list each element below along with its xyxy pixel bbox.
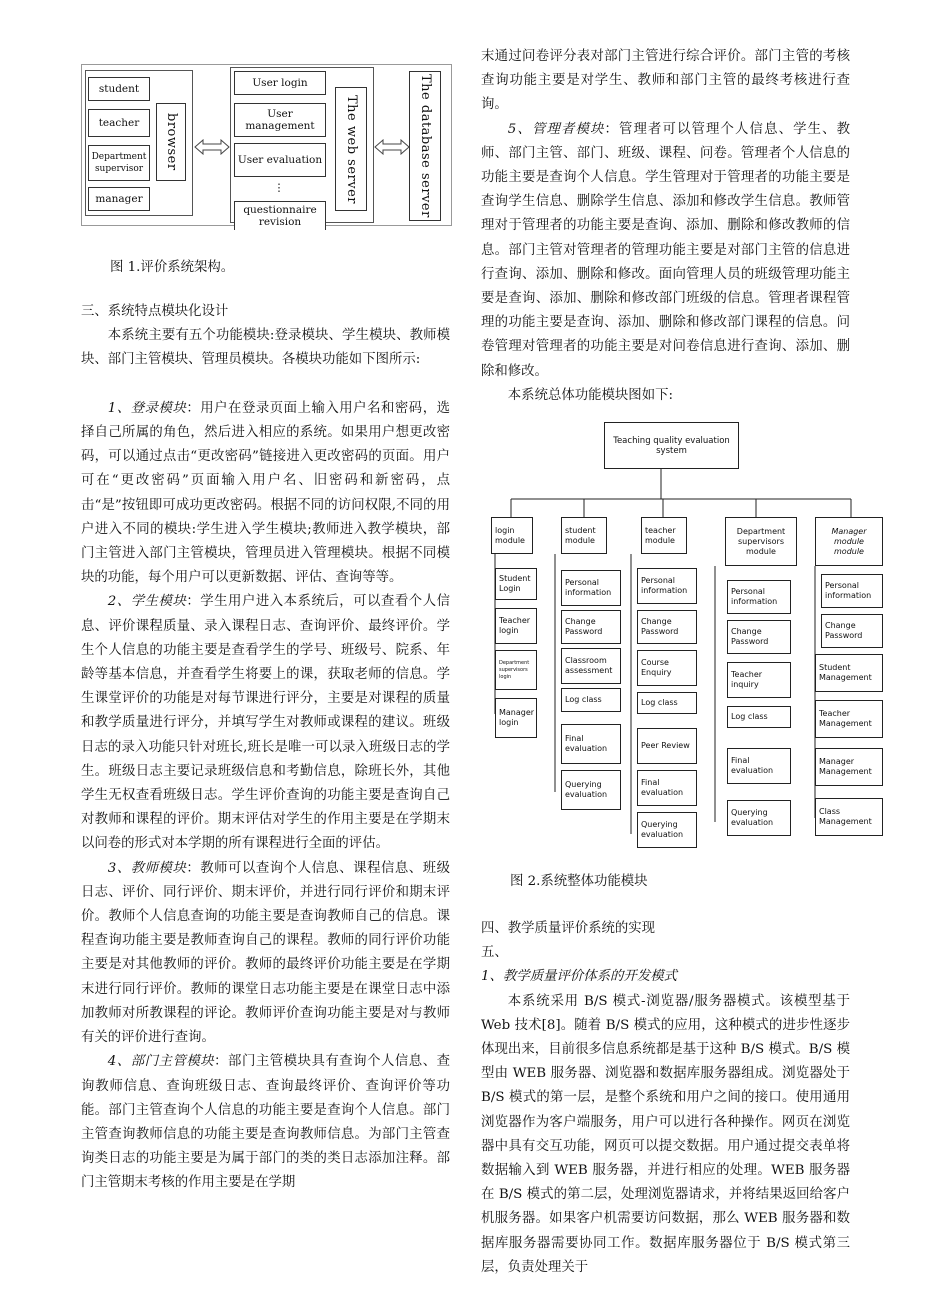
fig2-root-box: Teaching quality evaluation system (604, 422, 739, 469)
fig2-login-module: login module (491, 517, 533, 554)
fig2-teacher-item: Peer Review (637, 728, 697, 764)
fig2-student-module: student module (561, 517, 607, 554)
fig2-student-item: Querying evaluation (561, 770, 621, 810)
fig1-web-server-box: The web server (335, 87, 367, 211)
fig1-questionnaire-box: questionnaire revision (234, 201, 326, 230)
fig2-dept-module: Department supervisors module (725, 517, 797, 566)
fig1-user-management-box: User management (234, 103, 326, 137)
fig2-login-item: Teacher login (495, 608, 537, 644)
fig2-manager-item: Manager Management (815, 748, 883, 786)
manager-module-paragraph: 5、管理者模块：管理者可以管理个人信息、学生、教师、部门主管、部门、班级、课程、问卷。管理者个人信息的功能主要是查询个人信息。学生管理对于管理者的功能主要是查询学生信息、删除学生信息、添加和修改学生信息。教师管理对于管理者的功能主要是查询、添加、删除和修改教师的信息。部门主管对管理者的管理功能主要是对部门主管的信息进行查询、添加、删除和修改。面向管理人员的班级管理功能主要是查询、添加、删除和修改部门班级的信息。管理者课程管理的功能主要是查询、添加、删除和修改部门课程的信息。问卷管理对管理者的功能主要是对问卷信息进行查询、添加、删除和修改。 (481, 121, 850, 379)
dept-module-paragraph: 4、部门主管模块：部门主管模块具有查询个人信息、查询教师信息、查询班级日志、查询最终评价、查询评价等功能。部门主管查询个人信息的功能主要是查询个人信息。部门主管查询教师信息的功能主要是查询教师信息。为部门主管查询类日志的功能主要是为属于部门的类的类日志添加注释。部门主管期末考核的作用主要是在学期 (81, 1054, 450, 1191)
fig2-dept-item: Querying evaluation (727, 800, 791, 836)
fig2-teacher-item: Querying evaluation (637, 812, 697, 848)
fig2-teacher-item: Change Password (637, 610, 697, 644)
fig1-dept-box: Department supervisor (88, 145, 150, 181)
fig2-student-item: Log class (561, 688, 621, 712)
fig1-db-server-box: The database server (409, 71, 441, 221)
fig1-double-arrow-right (374, 139, 410, 155)
fig2-manager-module: Manager module module (815, 517, 883, 566)
intro-paragraph: 本系统主要有五个功能模块:登录模块、学生模块、教师模块、部门主管模块、管理员模块。各模块功能如下图所示: (81, 328, 450, 368)
fig1-teacher-box: teacher (88, 109, 150, 137)
fig2-dept-item: Change Password (727, 620, 791, 654)
dept-module-continued: 末通过问卷评分表对部门主管进行综合评价。部门主管的考核查询功能主要是对学生、教师和部门主管的最终考核进行查询。 (481, 49, 850, 113)
login-module-paragraph: 1、登录模块：用户在登录页面上输入用户名和密码，选择自己所属的角色，然后进入相应的系统。如果用户想更改密码，可以通过点击“更改密码”链接进入更改密码的页面。用户可在“更改密码”页面输入用户名、旧密码和新密码，点击“是”按钮即可成功更改密码。根据不同的访问权限,不同的用户进入不同的模块:学生进入学生模块;教师进入教学模块，部门主管进入部门主管模块，管理员进入管理模块。根据不同模块的功能，每个用户可以更新数据、评估、查询等等。 (81, 400, 450, 586)
overall-diagram-intro: 本系统总体功能模块图如下: (507, 387, 673, 403)
bs-mode-paragraph: 本系统采用 B/S 模式-浏览器/服务器模式。该模型基于 Web 技术[8]。随着 B/S 模式的应用，这种模式的进步性逐步体现出来，目前很多信息系统都是基于这种 B/S 模式。B/S 模型由 WEB 服务器、浏览器和数据库服务器组成。浏览器处于 B/S 模式的第一层，是整个系统和用户之间的接口。使用通用浏览器作为客户端服务，用户可以进行各种操作。网页在浏览器中具有交互功能，网页可以提交数据。用户通过提交表单将数据输入到 WEB 服务器，并进行相应的处理。WEB 服务器在 B/S 模式的第二层，处理浏览器请求，并将结果返回给客户机服务器。如果客户机需要访问数据，那么 WEB 服务器和数据库服务器需要协同工作。数据库服务器位于 B/S 模式第三层，负责处理关于 (481, 993, 850, 1275)
fig2-login-item: Student Login (495, 568, 537, 600)
fig2-teacher-item: Log class (637, 692, 697, 714)
section-5-title: 五、 (481, 945, 508, 961)
fig2-student-item: Personal information (561, 570, 621, 606)
figure-2-function-modules (481, 414, 886, 854)
left-column (81, 300, 450, 1196)
section-3-title: 三、系统特点模块化设计 (81, 304, 229, 319)
fig1-user-login-box: User login (234, 71, 326, 95)
figure-1-caption: 图 1.评价系统架构。 (110, 260, 235, 275)
student-module-paragraph: 2、学生模块：学生用户进入本系统后，可以查看个人信息、评价课程质量、录入课程日志、查询评价、最终评价。学生个人信息的功能主要是查看学生的学号、班级号、院系、年龄等基本信息，并查看学生将要上的课，获取老师的信息。学生课堂评价的功能是对每节课进行评分，主要是对课程的质量和教学质量进行评分，并填写学生对教师或课程的建议。班级日志的录入功能只针对班长,班长是唯一可以录入班级日志的学生。班级日志主要记录班级信息和考勤信息，除班长外，其他学生无权查看班级日志。学生评价查询的功能主要是查询自己对教师和课程的评价。期末评估对学生的作用主要是在学期末以问卷的形式对本学期的所有课程进行全面的评估。 (81, 594, 450, 852)
figure-1-architecture (81, 64, 452, 226)
right-column-top (481, 45, 850, 408)
fig2-manager-item: Student Management (815, 654, 883, 692)
fig2-dept-item: Personal information (727, 580, 791, 614)
fig2-manager-item: Class Management (815, 798, 883, 836)
fig1-ellipsis: ⋮ (269, 177, 289, 199)
fig2-dept-item: Teacher inquiry (727, 662, 791, 698)
fig1-browser-box: browser (156, 103, 186, 181)
figure-2-caption: 图 2.系统整体功能模块 (510, 874, 648, 889)
fig2-student-item: Change Password (561, 610, 621, 644)
section-4-title: 四、教学质量评价系统的实现 (481, 921, 656, 936)
fig1-manager-box: manager (88, 187, 150, 211)
fig2-dept-item: Log class (727, 706, 791, 728)
fig2-teacher-item: Personal information (637, 568, 697, 604)
teacher-module-paragraph: 3、教师模块：教师可以查询个人信息、课程信息、班级日志、评价、同行评价、期末评价，并进行同行评价和期末评价。教师个人信息查询的功能主要是查询教师自己的信息。课程查询功能主要是教师查询自己的课程。教师的同行评价功能主要是对其他教师的评价。教师的最终评价功能主要是在学期末进行同行评价。教师的课堂日志功能主要是在课堂日志中添加教师对所教课程的评论。教师评价查询功能主要是对与教师有关的评价进行查询。 (81, 860, 450, 1046)
fig2-student-item: Final evaluation (561, 724, 621, 764)
fig1-student-box: student (88, 77, 150, 101)
fig2-teacher-item: Course Enquiry (637, 650, 697, 686)
fig2-teacher-item: Final evaluation (637, 770, 697, 806)
fig2-manager-item: Personal information (821, 574, 883, 608)
fig1-user-evaluation-box: User evaluation (234, 143, 326, 177)
fig2-login-item: Manager login (495, 698, 537, 738)
fig2-manager-item: Change Password (821, 614, 883, 648)
right-column-bottom (481, 917, 850, 1280)
subsection-1-title: 1、教学质量评价体系的开发模式 (481, 969, 677, 985)
fig2-dept-item: Final evaluation (727, 748, 791, 784)
fig2-teacher-module: teacher module (641, 517, 687, 554)
fig2-login-item: Department supervisors login (495, 650, 537, 690)
fig1-double-arrow-left (194, 139, 230, 155)
fig2-student-item: Classroom assessment (561, 648, 621, 684)
fig2-manager-item: Teacher Management (815, 700, 883, 738)
blank-line (81, 373, 450, 397)
